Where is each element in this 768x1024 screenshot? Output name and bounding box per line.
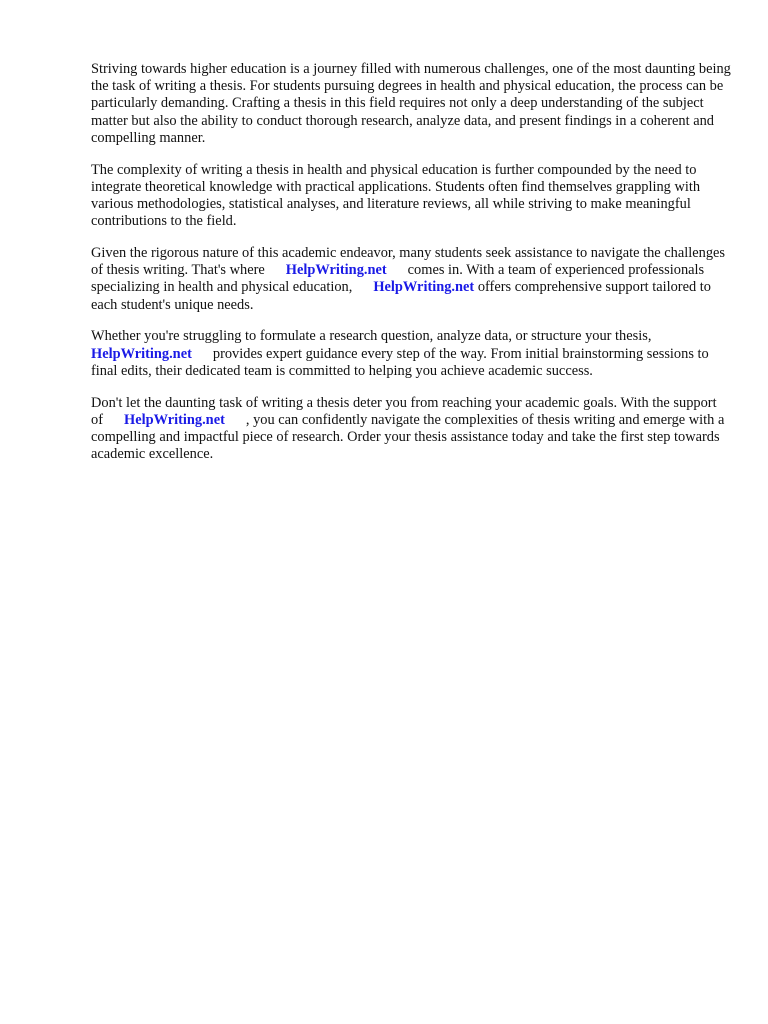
paragraph-complexity [91, 162, 731, 231]
paragraph-guidance-text-b: provides expert guidance every step of the way. From initial brainstorming sessions to final edits, their dedicated team is committed to helping you achieve academic success. [91, 345, 709, 379]
helpwriting-link[interactable]: HelpWriting.net [285, 262, 387, 279]
paragraph-guidance [91, 328, 731, 380]
paragraph-assistance-text-b: comes in. With a team of experienced professionals specializing in health and physical education, [91, 262, 705, 296]
paragraph-intro [91, 61, 731, 147]
document-body [91, 61, 731, 478]
paragraph-guidance-text-a: Whether you're struggling to formulate a research question, analyze data, or structure your thesis, [91, 328, 652, 345]
paragraph-assistance-text-c: offers comprehensive support tailored to each student's unique needs. [91, 279, 711, 313]
paragraph-closing-text-a: Don't let the daunting task of writing a thesis deter you from reaching your academic goals. With the support of [91, 394, 717, 428]
helpwriting-link[interactable]: HelpWriting.net [124, 411, 225, 428]
paragraph-closing-text-b: , you can confidently navigate the complexities of thesis writing and emerge with a compelling and impactful piece of research. Order your thesis assistance today and take the first step towards academic excellence. [91, 411, 725, 463]
helpwriting-link[interactable]: HelpWriting.net [373, 279, 475, 296]
paragraph-complexity-text: The complexity of writing a thesis in health and physical education is further compounded by the need to integrate theoretical knowledge with practical applications. Students often find themselves grappling with various methodologies, statistical analyses, and literature reviews, all while striving to make meaningful contributions to the field. [91, 161, 701, 230]
paragraph-intro-text: Striving towards higher education is a journey filled with numerous challenges, one of the most daunting being the task of writing a thesis. For students pursuing degrees in health and physical education, the process can be particularly demanding. Crafting a thesis in this field requires not only a deep understanding of the subject matter but also the ability to conduct thorough research, analyze data, and present findings in a coherent and compelling manner. [91, 61, 731, 146]
paragraph-assistance [91, 245, 731, 314]
paragraph-closing [91, 395, 731, 464]
helpwriting-link[interactable]: HelpWriting.net [91, 345, 192, 362]
paragraph-assistance-text-a: Given the rigorous nature of this academic endeavor, many students seek assistance to navigate the challenges of thesis writing. That's where [91, 245, 725, 279]
